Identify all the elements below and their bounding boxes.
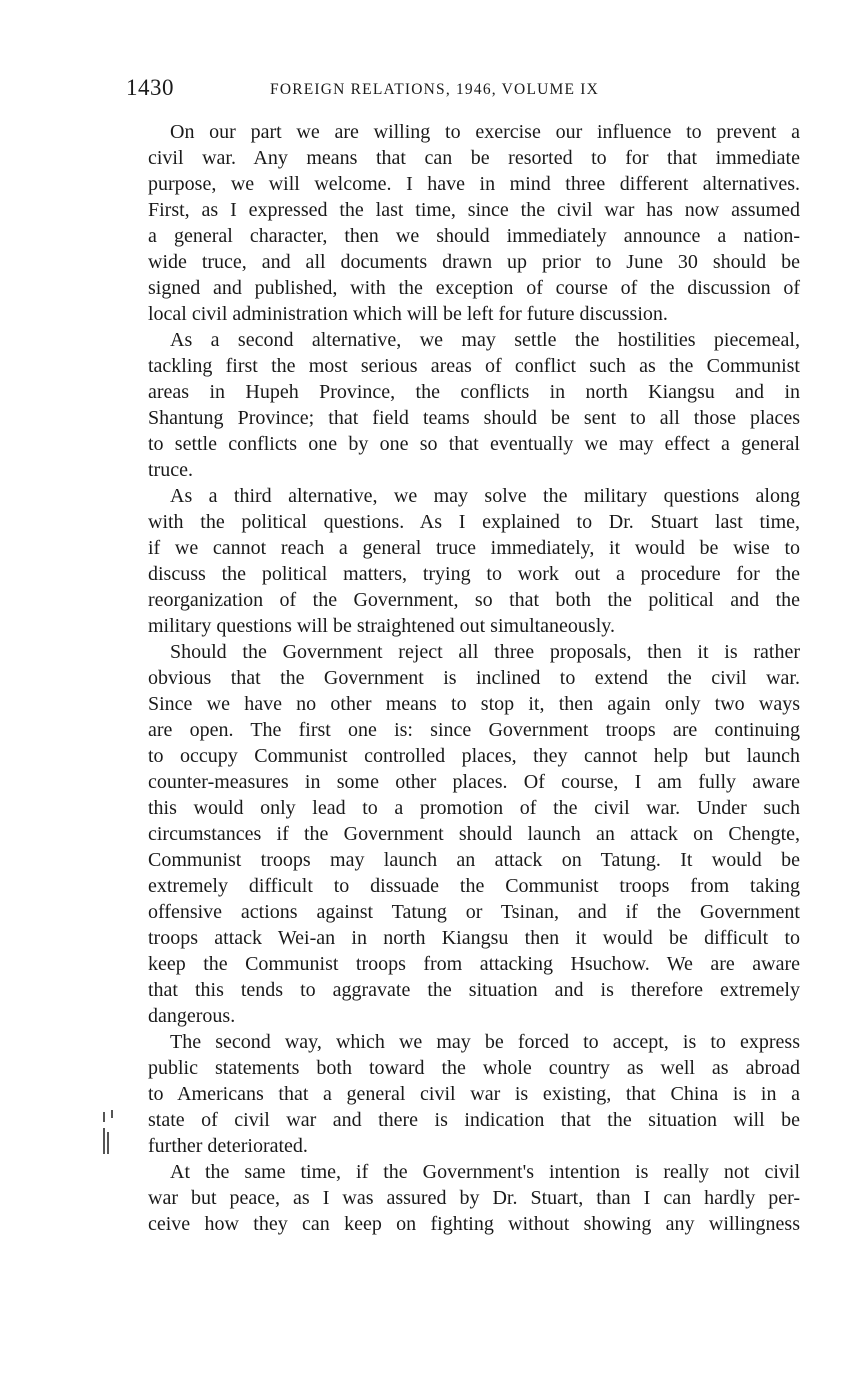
paragraph [126,1029,800,1159]
text-line: a general character, then we should immediately announce a nation- [148,225,800,247]
text-line: with the political questions. As I explained to Dr. Stuart last time, [148,511,800,533]
text-line: purpose, we will welcome. I have in mind three different alternatives. [148,173,800,195]
text-line: war but peace, as I was assured by Dr. Stuart, than I can hardly per- [148,1187,800,1209]
text-line: signed and published, with the exception of course of the discussion of [148,277,800,299]
text-line: military questions will be straightened out simultaneously. [148,615,615,637]
paragraph [126,327,800,483]
paragraph [126,119,800,327]
text-line: further deteriorated. [148,1135,308,1157]
text-line: offensive actions against Tatung or Tsinan, and if the Government [148,901,800,923]
text-line: Shantung Province; that field teams should be sent to all those places [148,407,800,429]
text-line: areas in Hupeh Province, the conflicts in north Kiangsu and in [148,381,800,403]
text-line: reorganization of the Government, so that both the political and the [148,589,800,611]
text-line: counter-measures in some other places. Of course, I am fully aware [148,771,800,793]
running-head: FOREIGN RELATIONS, 1946, VOLUME IX [270,81,599,98]
margin-mark [100,1108,114,1166]
text-line: are open. The first one is: since Government troops are continuing [148,719,800,741]
text-line: On our part we are willing to exercise our influence to prevent a [170,121,800,143]
text-line: extremely difficult to dissuade the Communist troops from taking [148,875,800,897]
text-line: tackling first the most serious areas of conflict such as the Communist [148,355,800,377]
text-line: wide truce, and all documents drawn up prior to June 30 should be [148,251,800,273]
text-line: state of civil war and there is indication that the situation will be [148,1109,800,1131]
text-line: Since we have no other means to stop it, then again only two ways [148,693,800,715]
text-line: Should the Government reject all three proposals, then it is rather [170,641,800,663]
text-line: obvious that the Government is inclined to extend the civil war. [148,667,800,689]
page-number: 1430 [126,75,174,100]
text-line: keep the Communist troops from attacking Hsuchow. We are aware [148,953,800,975]
text-line: local civil administration which will be left for future discussion. [148,303,668,325]
text-line: this would only lead to a promotion of the civil war. Under such [148,797,800,819]
text-line: discuss the political matters, trying to work out a procedure for the [148,563,800,585]
text-line: ceive how they can keep on fighting without showing any willingness [148,1213,800,1235]
text-line: dangerous. [148,1005,236,1027]
text-line: public statements both toward the whole country as well as abroad [148,1057,800,1079]
text-line: to settle conflicts one by one so that eventually we may effect a general [148,433,800,455]
text-line: As a third alternative, we may solve the military questions along [170,485,800,507]
text-line: that this tends to aggravate the situation and is therefore extremely [148,979,800,1001]
text-line: to occupy Communist controlled places, they cannot help but launch [148,745,800,767]
text-line: As a second alternative, we may settle the hostilities piecemeal, [170,329,800,351]
page-header [126,74,806,104]
text-line: truce. [148,459,193,481]
text-line: Communist troops may launch an attack on Tatung. It would be [148,849,800,871]
body-text [126,119,800,1237]
text-line: to Americans that a general civil war is existing, that China is in a [148,1083,800,1105]
paragraph [126,639,800,1029]
text-line: troops attack Wei-an in north Kiangsu then it would be difficult to [148,927,800,949]
text-line: circumstances if the Government should launch an attack on Chengte, [148,823,800,845]
text-line: civil war. Any means that can be resorted to for that immediate [148,147,800,169]
text-line: First, as I expressed the last time, since the civil war has now assumed [148,199,800,221]
text-line: At the same time, if the Government's intention is really not civil [170,1161,800,1183]
paragraph [126,483,800,639]
paragraph [126,1159,800,1237]
text-line: if we cannot reach a general truce immediately, it would be wise to [148,537,800,559]
text-line: The second way, which we may be forced to accept, is to express [170,1031,800,1053]
